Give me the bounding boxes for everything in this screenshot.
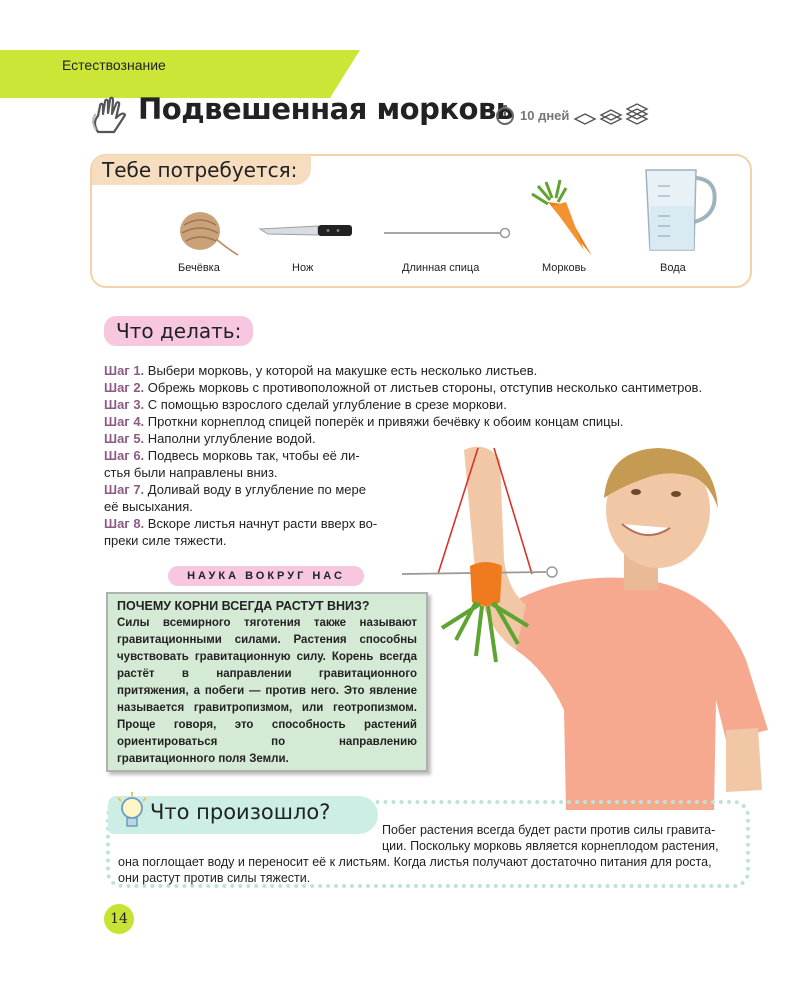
twine-ball-icon: [172, 205, 244, 257]
material-label-needle: Длинная спица: [402, 262, 480, 274]
page-number: 14: [104, 904, 134, 934]
step-line: [104, 430, 316, 447]
carrot-icon: [526, 176, 606, 260]
science-box: [106, 592, 428, 772]
step-line: [104, 447, 360, 464]
step-label: Шаг 5.: [104, 431, 145, 446]
long-needle-icon: [382, 226, 512, 240]
step-text: Доливай воду в углубление по мере: [144, 482, 366, 497]
result-line: они растут против силы тяжести.: [118, 871, 311, 885]
step-line: [104, 396, 507, 413]
science-text: Силы всемирного тяготения также называют гравитационными силами. Растения способны чувствовать гравитационную силу. Корень всегда растёт в направлении гравитационного притяжения, а побеги — против него. Это явление называется гравитропизмом, или геотропизмом. Проще говоря, это способность растений ориентироваться по направлению гравитационного поля Земли.: [117, 617, 417, 765]
result-line: она поглощает воду и переносит её к листьям. Когда листья получают достаточно питания для роста,: [118, 855, 712, 869]
duration-meta: [494, 101, 651, 129]
step-text: Обрежь морковь с противоположной от листьев стороны, отступив несколько сантиметров.: [144, 380, 703, 395]
step-line: [104, 464, 278, 481]
duration-text: 10 дней: [520, 107, 570, 123]
material-label-twine: Бечёвка: [178, 262, 220, 274]
subject-label: Естествознание: [62, 57, 166, 73]
result-line: ции. Поскольку морковь является корнеплодом растения,: [382, 839, 719, 853]
step-text: стья были направлены вниз.: [104, 465, 278, 480]
step-label: Шаг 6.: [104, 448, 145, 463]
step-line: [104, 413, 624, 430]
step-text: Выбери морковь, у которой на макушке есть несколько листьев.: [144, 363, 538, 378]
step-line: [104, 481, 366, 498]
step-label: Шаг 7.: [104, 482, 145, 497]
step-label: Шаг 3.: [104, 397, 145, 412]
step-text: Проткни корнеплод спицей поперёк и привяжи бечёвку к обоим концам спицы.: [144, 414, 624, 429]
boy-with-carrot-illustration: [396, 430, 776, 810]
page-title: Подвешенная морковь: [138, 92, 514, 126]
hand-icon: [90, 96, 130, 136]
material-label-carrot: Морковь: [542, 262, 587, 274]
materials-heading: Тебе потребуется:: [92, 155, 311, 185]
step-label: Шаг 2.: [104, 380, 145, 395]
result-heading: Что произошло?: [150, 800, 331, 824]
knife-icon: [258, 220, 354, 242]
step-line: [104, 498, 193, 515]
step-text: Вскоре листья начнут расти вверх во-: [144, 516, 378, 531]
steps-heading: Что делать:: [104, 316, 253, 346]
difficulty-icon: [573, 101, 651, 129]
material-label-knife: Нож: [292, 262, 314, 274]
lightbulb-icon: [114, 792, 150, 836]
step-label: Шаг 4.: [104, 414, 145, 429]
science-label: НАУКА ВОКРУГ НАС: [168, 566, 364, 586]
result-line: Побег растения всегда будет расти против силы гравита-: [382, 823, 716, 837]
step-text: Подвесь морковь так, чтобы её ли-: [144, 448, 360, 463]
step-label: Шаг 1.: [104, 363, 145, 378]
step-text: преки силе тяжести.: [104, 533, 227, 548]
material-label-water: Вода: [660, 262, 686, 274]
science-question: ПОЧЕМУ КОРНИ ВСЕГДА РАСТУТ ВНИЗ?: [117, 599, 370, 613]
step-line: [104, 379, 702, 396]
step-text: С помощью взрослого сделай углубление в срезе моркови.: [144, 397, 507, 412]
step-line: [104, 532, 227, 549]
step-text: её высыхания.: [104, 499, 193, 514]
step-label: Шаг 8.: [104, 516, 145, 531]
header-band: [0, 50, 360, 98]
measuring-jug-icon: [640, 166, 724, 254]
step-line: [104, 362, 537, 379]
step-line: [104, 515, 377, 532]
step-text: Наполни углубление водой.: [144, 431, 316, 446]
stopwatch-icon: [494, 104, 516, 126]
